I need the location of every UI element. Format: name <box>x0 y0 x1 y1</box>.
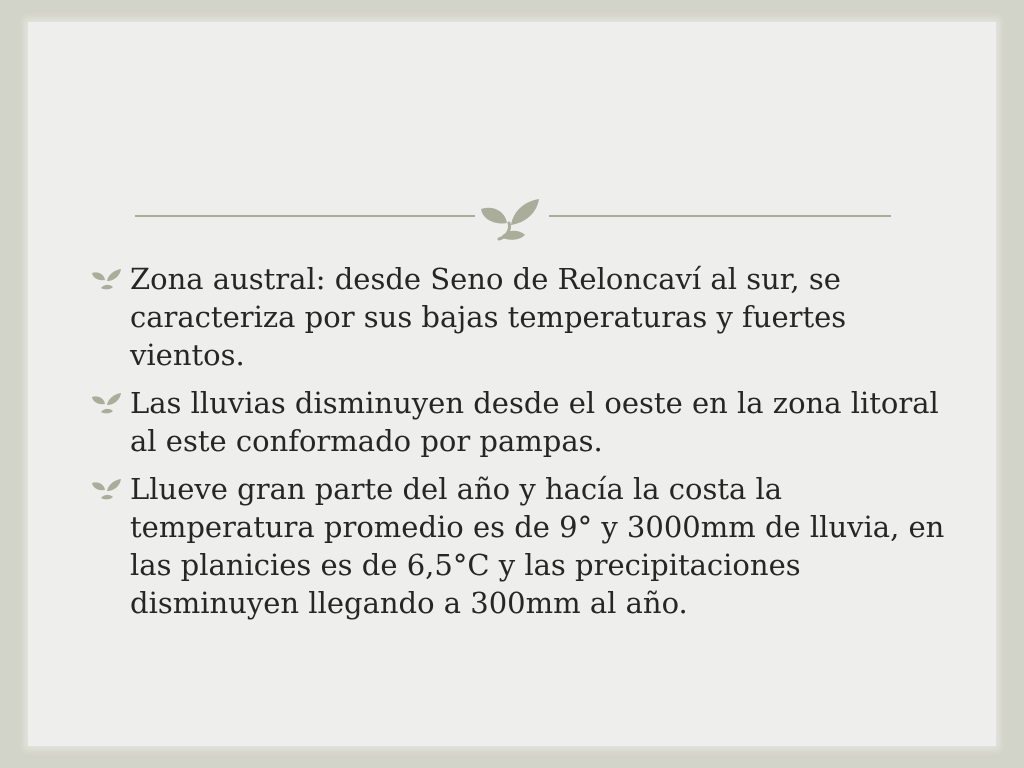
list-item <box>90 260 950 374</box>
leaf-flourish-icon <box>477 185 547 245</box>
list-item <box>90 470 950 622</box>
bullet-text: Zona austral: desde Seno de Reloncaví al sur, se caracteriza por sus bajas temperaturas y fuertes vientos. <box>130 262 847 372</box>
bullet-text: Las lluvias disminuyen desde el oeste en la zona litoral al este conformado por pampas. <box>130 386 939 458</box>
leaf-bullet-icon <box>90 477 126 501</box>
leaf-bullet-icon <box>90 267 126 291</box>
bullet-list <box>90 260 950 632</box>
leaf-bullet-icon <box>90 391 126 415</box>
divider-rule-left <box>135 215 475 217</box>
title-divider <box>135 185 891 245</box>
list-item <box>90 384 950 460</box>
divider-rule-right <box>549 215 891 217</box>
bullet-text: Llueve gran parte del año y hacía la costa la temperatura promedio es de 9° y 3000mm de lluvia, en las planicies es de 6,5°C y las precipitaciones disminuyen llegando a 300mm al año. <box>130 472 945 620</box>
